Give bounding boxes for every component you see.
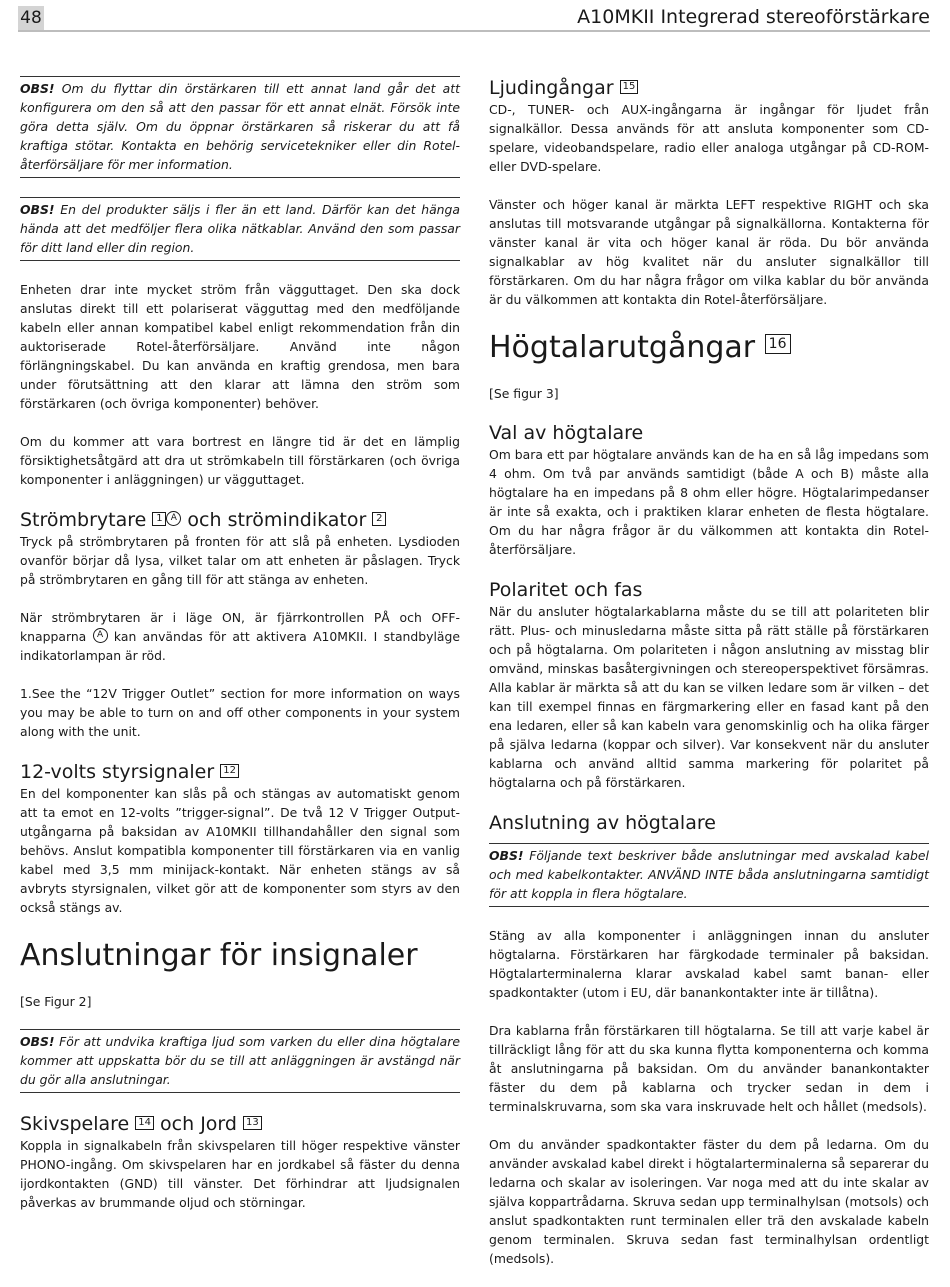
paragraph-speaker-terminals: Stäng av alla komponenter i anläggningen innan du ansluter högtalarna. Förstärkaren har färgkodade terminaler på baksidan. Högtalarterminalerna klarar avskalad kabel samt banan- eller spadkontakter (utom i EU, där banankontakter inte är tillåtna). xyxy=(489,928,929,1000)
paragraph-spade-connectors: Om du använder spadkontakter fäster du dem på ledarna. Om du använder avskalad kabel direkt i högtalarterminalerna så separerar du ledarna och skalar av isoleringen. Var noga med att du inte skalar av själva koppartrådarna. Skruva sedan upp terminalhylsan (motsols) och anslut spadkontakten runt terminalen eller trä den avskalade kabeln genom terminalen. Skruva sedan fast terminalhylsan ordentligt (medsols). xyxy=(489,1137,929,1266)
page-number: 48 xyxy=(18,6,44,30)
paragraph-audio-inputs: CD-, TUNER- och AUX-ingångarna är ingångar för ljudet från signalkällor. Dessa används för att ansluta komponenter som CD-spelare, videobandspelare, radio eller analoga utgångar på CD-ROM- eller DVD-spelare. xyxy=(489,102,929,174)
heading-phono: Skivspelare 14 och Jord 13 xyxy=(20,1112,460,1136)
note-text: En del produkter säljs i fler än ett land. Därför kan det hänga hända att det medföljer flera olika nätkablar. Använd den som passar för ditt land eller din region. xyxy=(20,202,460,255)
paragraph-polarity: När du ansluter högtalarkablarna måste du se till att polariteten blir rätt. Plus- och minusledarna måste sitta på rätt ställe på förstärkaren och på högtalarna. Om polariteten i någon anslutning av misstag blir omvänd, minskas basåtergivningen och stereoperspektivet försämras. Alla kablar är märkta så att du kan se vilken ledare som är vilken – det kan till exempel finnas en färgmarkering eller en fasad kant på den ena ledaren, eller så kan kabeln vara genomskinlig och ha olika färger på själva ledarna (koppar och silver). Var konsekvent när du ansluter kablarna och använd alltid samma markering för polaritet på högtalarna och på förstärkaren. xyxy=(489,604,929,790)
figure-reference: [Se Figur 2] xyxy=(20,994,92,1009)
paragraph-phono: Koppla in signalkabeln från skivspelaren till höger respektive vänster PHONO-ingång. Om skivspelaren har en jordkabel så fäster du denna ijordkontakten (GND) till vänster. Det förhindrar att ljudsignalen påverkas av brummande oljud och störningar. xyxy=(20,1138,460,1210)
heading-power-switch: Strömbrytare 1 A och strömindikator 2 xyxy=(20,508,460,532)
section-title-inputs: Anslutningar för insignaler xyxy=(20,938,418,973)
figure-reference: [Se figur 3] xyxy=(489,386,559,401)
right-column xyxy=(489,76,929,1287)
paragraph-unplug: Om du kommer att vara bortrest en längre tid är det en lämplig försiktighetsåtgärd att dra ut strömkabeln till förstärkaren (och övriga komponenter i anläggningen) ur vägguttaget. xyxy=(20,434,460,487)
paragraph-channels: Vänster och höger kanal är märkta LEFT respektive RIGHT och ska anslutas till motsvarande utgångar på signalkällorna. Kontakterna för vänster kanal är vita och höger kanal är röda. Du bör använda signalkablar av hög kvalitet när du ansluter signalkällor till förstärkaren. Om du har några frågor om vilka kablar du bör använda är du välkommen att kontakta din Rotel-återförsäljare. xyxy=(489,197,929,307)
note-label: OBS! xyxy=(20,202,55,217)
callout-number: 13 xyxy=(243,1116,262,1130)
left-column xyxy=(20,76,460,1231)
note-power-voltage xyxy=(20,76,460,178)
note-speaker-connection xyxy=(489,843,929,907)
callout-number: 15 xyxy=(620,80,639,94)
note-text: För att undvika kraftiga ljud som varken du eller dina högtalare kommer att uppskatta bör du se till att anläggningen är avstängd när du gör alla anslutningar. xyxy=(20,1034,460,1087)
paragraph-power-outlet: Enheten drar inte mycket ström från vägguttaget. Den ska dock anslutas direkt till ett polariserat vägguttag med den medföljande kabeln eller annan kompatibel kabel enligt rekommendation från din auktoriserade Rotel-återförsäljare. Använd inte någon förlängningskabel. Du kan använda en kraftig grendosa, men bara under förutsättning att den klarar att lämna den ström som förstärkaren (och övriga komponenter) behöver. xyxy=(20,282,460,411)
paragraph-speaker-choice: Om bara ett par högtalare används kan de ha en så låg impedans som 4 ohm. Om två par används samtidigt (både A och B) måste alla högtalare ha en impedans på 8 ohm eller högre. Högtalarimpedanser är inte så exakta, och i praktiken klarar enheten de flesta högtalare. Om du har några frågor är du välkommen att kontakta din Rotel-återförsäljare. xyxy=(489,447,929,557)
callout-letter: A xyxy=(166,511,181,526)
heading-speaker-connection: Anslutning av högtalare xyxy=(489,812,716,834)
callout-letter: A xyxy=(93,628,108,643)
callout-number: 1 xyxy=(152,512,166,526)
callout-number: 2 xyxy=(372,512,386,526)
paragraph-remote-power: När strömbrytaren är i läge ON, är fjärrkontrollen PÅ och OFF-knapparna A kan användas för att aktivera A10MKII. I standbyläge indikatorlampan är röd. xyxy=(20,610,460,663)
paragraph-12v-trigger: En del komponenter kan slås på och stängas av automatiskt genom att ta emot en 12-volts ”trigger-signal”. De två 12 V Trigger Output-utgångarna på baksidan av A10MKII tillhandahåller den signal som behövs. Anslut kompatibla komponenter till förstärkaren via en vanlig kabel med 3,5 mm minijack-kontakt. När enheten stängs av så avbryts styrsignalen, vilket gör att de komponenter som styrs av den också stängs av. xyxy=(20,786,460,915)
paragraph-power-switch: Tryck på strömbrytaren på fronten för att slå på enheten. Lysdioden ovanför börjar då lysa, vilket talar om att enheten är påslagen. Tryck på strömbrytaren en gång till för att stänga av enheten. xyxy=(20,534,460,587)
note-text: Följande text beskriver både anslutningar med avskalad kabel och med kabelkontakter. ANVÄND INTE båda anslutningarna samtidigt för att koppla in flera högtalare. xyxy=(489,848,929,901)
note-label: OBS! xyxy=(20,1034,55,1049)
note-connections xyxy=(20,1029,460,1093)
note-label: OBS! xyxy=(20,81,55,96)
note-power-cords xyxy=(20,197,460,261)
heading-polarity: Polaritet och fas xyxy=(489,579,643,601)
heading-speaker-choice: Val av högtalare xyxy=(489,422,644,444)
paragraph-footnote: 1.See the “12V Trigger Outlet” section for more information on ways you may be able to turn on and off other components in your system along with the unit. xyxy=(20,686,460,739)
note-text: Om du flyttar din örstärkaren till ett annat land går det att konfigurera om den så att den passar för ett annat elnät. Försök inte göra detta själv. Om du öppnar örstärkaren så riskerar du att få kraftiga stötar. Kontakta en behörig servicetekniker eller din Rotel-återförsäljare för mer information. xyxy=(20,81,460,172)
section-title-speakers: Högtalarutgångar 16 xyxy=(489,328,929,368)
page-header xyxy=(18,4,930,32)
heading-audio-inputs: Ljudingångar 15 xyxy=(489,76,929,100)
document-title: A10MKII Integrerad stereoförstärkare xyxy=(577,6,930,28)
note-label: OBS! xyxy=(489,848,524,863)
callout-number: 16 xyxy=(765,334,791,354)
heading-12v-trigger: 12-volts styrsignaler 12 xyxy=(20,760,460,784)
paragraph-speaker-cables: Dra kablarna från förstärkaren till högtalarna. Se till att varje kabel är tillräckligt lång för att du ska kunna flytta komponenterna och komma åt anslutningarna på baksidan. Om du använder banankontakter fäster du dem på kablarna och trycker sedan in dem i terminalskruvarna, som ska vara inskruvade helt och hållet (medsols). xyxy=(489,1023,929,1114)
callout-number: 12 xyxy=(220,764,239,778)
callout-number: 14 xyxy=(135,1116,154,1130)
